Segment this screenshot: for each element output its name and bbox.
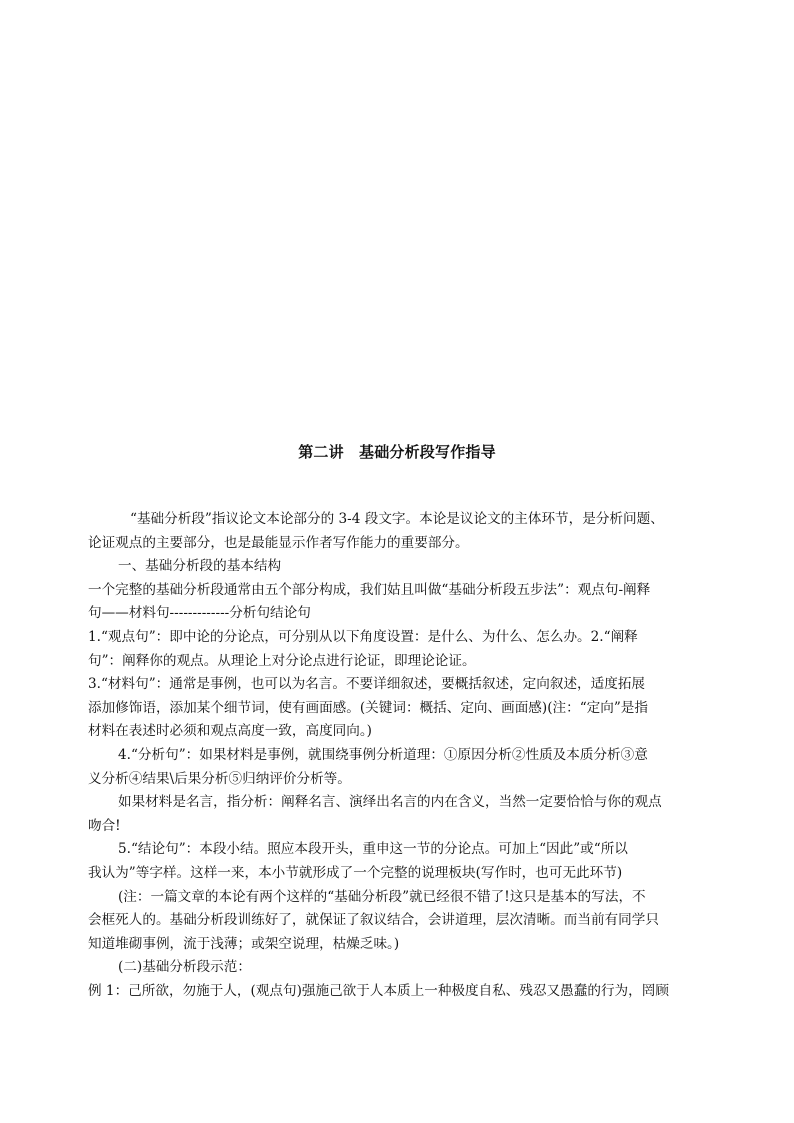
section-heading: (二)基础分析段示范： (118, 959, 251, 976)
paragraph-line: 义分析④结果\后果分析⑤归纳评价分析等。 (88, 770, 351, 787)
paragraph-line: 句”：阐释你的观点。从理论上对分论点进行论证，即理论论证。 (88, 652, 476, 669)
paragraph-line: “基础分析段”指议论文本论部分的 3-4 段文字。本论是议论文的主体环节，是分析问题、 (130, 511, 664, 527)
document-body (88, 508, 706, 1003)
paragraph-line: 我认为”等字样。这样一来，本小节就形成了一个完整的说理板块(写作时，也可无此环节) (88, 864, 623, 881)
paragraph-line: 句——材料句-------------分析句结论句 (88, 605, 311, 622)
paragraph-line: 知道堆砌事例，流于浅薄；或架空说理，枯燥乏味。) (88, 935, 400, 952)
paragraph-line: 如果材料是名言，指分析：阐释名言、演绎出名言的内在含义，当然一定要恰恰与你的观点 (118, 794, 662, 811)
paragraph-line: 吻合! (88, 817, 121, 834)
paragraph-line: 论证观点的主要部分，也是最能显示作者写作能力的重要部分。 (88, 534, 469, 551)
paragraph-line: 5.“结论句”：本段小结。照应本段开头，重申这一节的分论点。可加上“因此”或“所以 (118, 841, 628, 858)
paragraph-line: 材料在表述时必须和观点高度一致，高度同向。) (88, 723, 372, 740)
paragraph-line: 4.“分析句”：如果材料是事例，就围绕事例分析道理：①原因分析②性质及本质分析③意 (118, 746, 648, 763)
paragraph-line: 例 1：己所欲，勿施于人，(观点句)强施己欲于人本质上一种极度自私、残忍又愚蠢的行为，罔顾 (88, 982, 669, 999)
paragraph-line: 会框死人的。基础分析段训练好了，就保证了叙议结合，会讲道理，层次清晰。而当前有同学只 (88, 912, 659, 929)
paragraph-line: 3.“材料句”：通常是事例，也可以为名言。不要详细叙述，要概括叙述，定向叙述，适度拓展 (88, 676, 646, 693)
paragraph-line: (注：一篇文章的本论有两个这样的“基础分析段”就已经很不错了!这只是基本的写法，不 (118, 888, 646, 905)
document-title: 第二讲 基础分析段写作指导 (298, 443, 496, 461)
paragraph-line: 添加修饰语，添加某个细节词，使有画面感。(关键词：概括、定向、画面感)(注：“定向”是指 (88, 699, 648, 716)
paragraph-line: 1.“观点句”：即中论的分论点，可分别从以下角度设置：是什么、为什么、怎么办。2.“阐释 (88, 628, 638, 645)
section-heading: 一、基础分析段的基本结构 (118, 558, 282, 575)
paragraph-line: 一个完整的基础分析段通常由五个部分构成，我们姑且叫做“基础分析段五步法”：观点句-阐释 (88, 581, 651, 598)
